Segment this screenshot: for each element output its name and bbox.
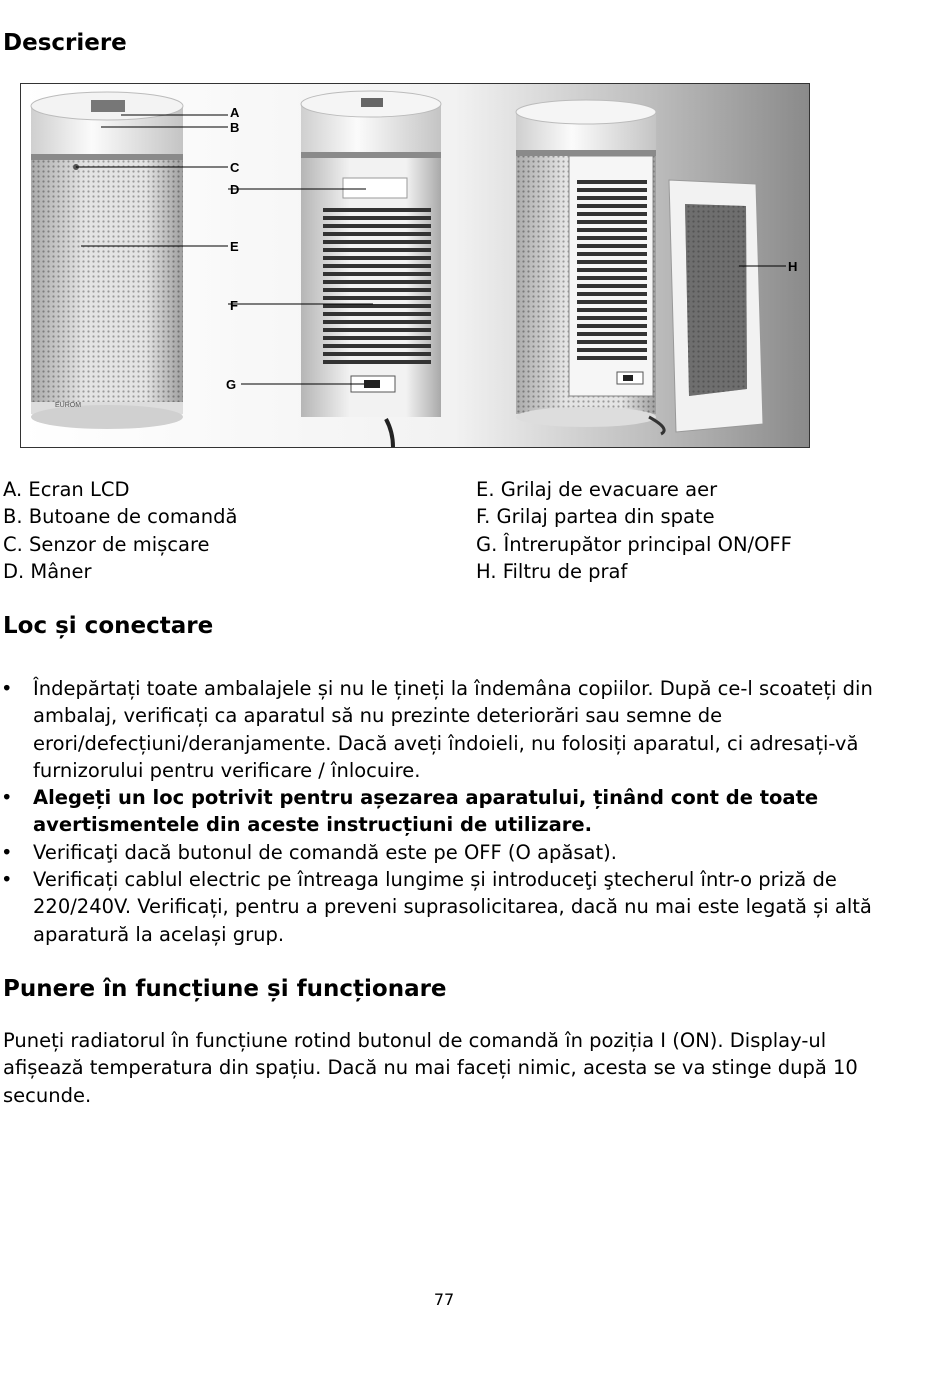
bullet-item: • Verificați cablul electric pe întreaga lungime și introduceţi ştecherul într-o priză de 220/240V. Verificați, pentru a preveni suprasolicitarea, dacă nu mai este legată și altă aparatură la același grup. xyxy=(1,868,872,946)
location-bullet-list xyxy=(0,675,900,948)
operation-paragraph: Puneți radiatorul în funcțiune rotind butonul de comandă în poziția I (ON). Display-ul afișează temperatura din spațiu. Dacă nu mai faceți nimic, acesta se va stinge după 10 secunde. xyxy=(3,1029,858,1107)
section-title-description: Descriere xyxy=(3,30,127,56)
legend-item: A. Ecran LCD xyxy=(3,478,130,501)
callout-B: B xyxy=(230,120,240,135)
legend-right xyxy=(476,476,792,585)
bullet-item: • Îndepărtați toate ambalajele și nu le țineți la îndemâna copiilor. După ce-l scoateți din ambalaj, verificați ca aparatul să nu prezinte deteriorări sau semne de erori/defecțiuni/deranjamente. Dacă aveți îndoieli, nu folosiți aparatul, ci adresați-vă furnizorului pentru verificare / înlocuire. xyxy=(1,677,873,782)
heater-brand-label: EUROM xyxy=(55,402,82,409)
page-number: 77 xyxy=(433,1290,455,1309)
bullet-text: Îndepărtați toate ambalajele și nu le țineți la îndemâna copiilor. După ce-l scoateți din ambalaj, verificați ca aparatul să nu prezinte deteriorări sau semne de erori/defecțiuni/deranjamente. Dacă aveți îndoieli, nu folosiți aparatul, ci adresați-vă furnizorului pentru verificare / înlocuire. xyxy=(33,677,873,782)
callout-E: E xyxy=(230,239,239,254)
legend-item: D. Mâner xyxy=(3,559,92,583)
callout-A: A xyxy=(230,105,240,120)
callout-H: H xyxy=(788,259,798,274)
bullet-text: Verificați cablul electric pe întreaga lungime și introduceţi ştecherul într-o priză de 220/240V. Verificați, pentru a preveni suprasolicitarea, dacă nu mai este legată și altă aparatură la același grup. xyxy=(33,868,872,946)
legend-item: B. Butoane de comandă xyxy=(3,505,238,529)
heater-figure xyxy=(20,83,810,448)
legend-item: G. Întrerupător principal ON/OFF xyxy=(476,532,792,556)
legend-item: E. Grilaj de evacuare aer xyxy=(476,478,718,501)
heater-back-view xyxy=(301,91,441,447)
section-title-operation: Punere în funcțiune și funcționare xyxy=(3,976,447,1002)
bullet-text: Alegeți un loc potrivit pentru așezarea aparatului, ținând cont de toate avertismentele din aceste instrucțiuni de utilizare. xyxy=(33,786,819,837)
section-title-location: Loc și conectare xyxy=(3,613,214,639)
heater-illustration xyxy=(21,84,809,447)
callout-C: C xyxy=(230,160,240,175)
legend-left xyxy=(3,476,237,585)
callout-F: F xyxy=(230,298,238,313)
bullet-item: • Alegeți un loc potrivit pentru așezarea aparatului, ținând cont de toate avertismentele din aceste instrucțiuni de utilizare. xyxy=(1,786,819,837)
heater-front-view xyxy=(31,92,183,429)
callout-D: D xyxy=(230,182,240,197)
legend-item: C. Senzor de mișcare xyxy=(3,532,210,556)
bullet-item: • Verificaţi dacă butonul de comandă este pe OFF (O apăsat). xyxy=(1,840,617,864)
legend-item: F. Grilaj partea din spate xyxy=(476,505,715,529)
callout-G: G xyxy=(226,377,237,392)
legend-item: H. Filtru de praf xyxy=(476,559,628,583)
bullet-text: Verificaţi dacă butonul de comandă este pe OFF (O apăsat). xyxy=(33,840,617,864)
